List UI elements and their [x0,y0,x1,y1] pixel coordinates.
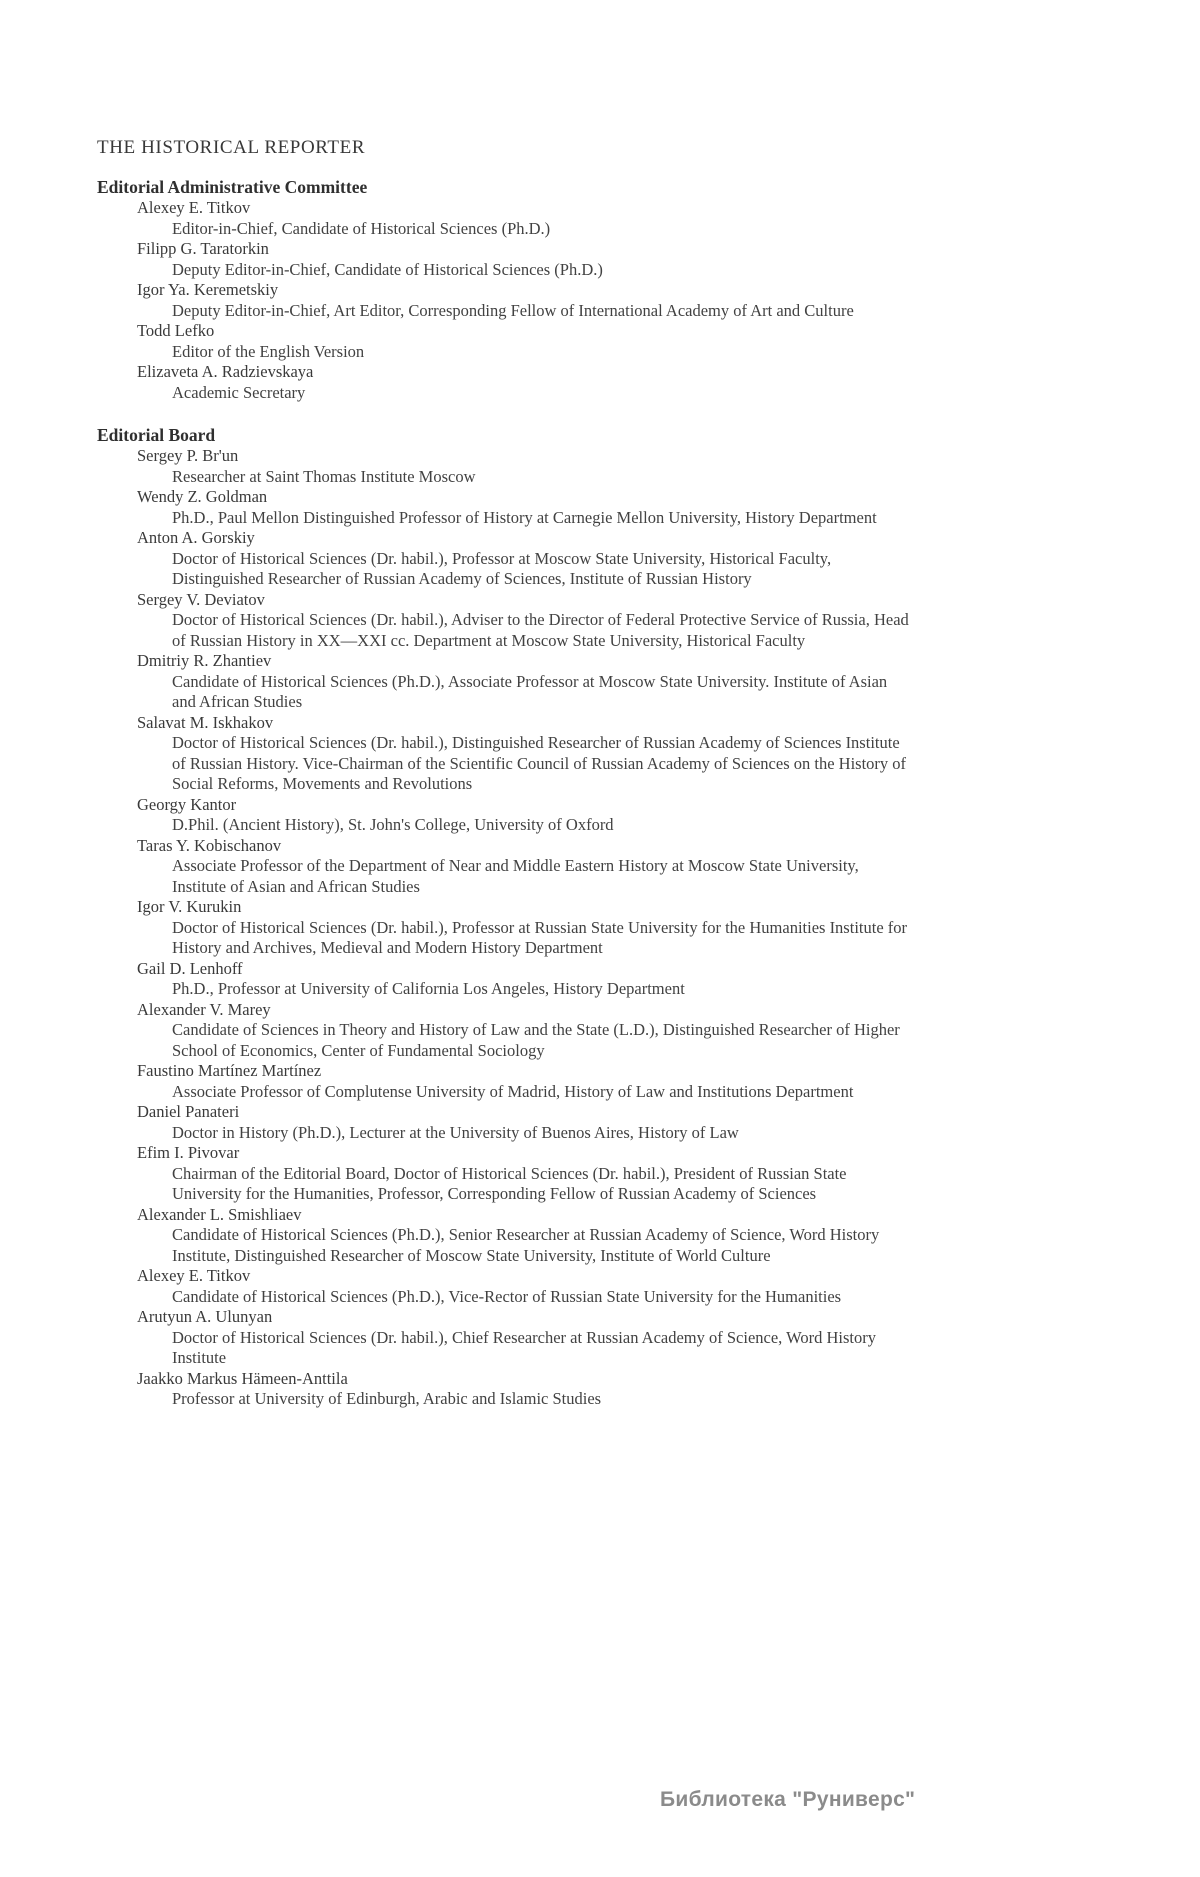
member-name: Efim I. Pivovar [137,1143,240,1162]
member-name: Igor Ya. Keremetskiy [137,280,279,299]
member-role: Candidate of Sciences in Theory and History of Law and the State (L.D.), Distinguished Researcher of Higher School of Economics, Center of Fundamental Sociology [172,1020,900,1060]
member-role: Deputy Editor-in-Chief, Candidate of Historical Sciences (Ph.D.) [172,259,603,279]
member-role: D.Phil. (Ancient History), St. John's College, University of Oxford [172,815,614,834]
member-entry [97,280,1200,321]
member-name: Gail D. Lenhoff [137,958,243,978]
member-name: Filipp G. Taratorkin [137,239,269,258]
section-editorial-administrative-committee [97,177,1200,403]
member-role: Doctor of Historical Sciences (Dr. habil.), Professor at Moscow State University, Historical Faculty, Distinguished Researcher of Russian Academy of Sciences, Institute of Russian History [172,548,832,588]
page-title: THE HISTORICAL REPORTER [97,137,366,158]
member-entry [97,1369,1200,1410]
member-role: Editor-in-Chief, Candidate of Historical Sciences (Ph.D.) [172,218,551,238]
member-entry [97,590,1200,652]
member-role: Doctor of Historical Sciences (Dr. habil.), Adviser to the Director of Federal Protective Service of Russia, Head of Russian History in XX—XXI cc. Department at Moscow State University, Historical Faculty [172,610,909,650]
member-role: Professor at University of Edinburgh, Arabic and Islamic Studies [172,1389,602,1408]
member-name: Faustino Martínez Martínez [137,1061,322,1080]
member-role: Doctor of Historical Sciences (Dr. habil.), Distinguished Researcher of Russian Academy of Sciences Institute of Russian History. Vice-Chairman of the Scientific Council of Russian Academy of Sciences on the History of Social Reforms, Movements and Revolutions [172,733,907,793]
section-heading: Editorial Administrative Committee [97,177,368,197]
member-name: Georgy Kantor [137,794,237,814]
member-entry [97,528,1200,590]
member-name: Alexander L. Smishliaev [137,1204,302,1224]
member-role: Doctor of Historical Sciences (Dr. habil.), Chief Researcher at Russian Academy of Science, Word History Institute [172,1327,876,1367]
member-name: Arutyun A. Ulunyan [137,1307,273,1326]
member-role: Ph.D., Paul Mellon Distinguished Professor of History at Carnegie Mellon University, History Department [172,507,877,527]
library-watermark: Библиотека "Руниверс" [660,1788,916,1811]
member-entry [97,1061,1200,1102]
member-role: Candidate of Historical Sciences (Ph.D.), Vice-Rector of Russian State University for the Humanities [172,1286,842,1306]
member-name: Taras Y. Kobischanov [137,835,282,855]
member-name: Sergey V. Deviatov [137,589,265,609]
sections-container [97,177,1200,1410]
member-role: Editor of the English Version [172,341,365,361]
member-role: Doctor in History (Ph.D.), Lecturer at the University of Buenos Aires, History of Law [172,1122,739,1142]
member-role: Candidate of Historical Sciences (Ph.D.), Associate Professor at Moscow State University. Institute of Asian and African Studies [172,671,888,711]
member-entry [97,836,1200,898]
member-name: Sergey P. Br'un [137,446,239,465]
member-entry [97,239,1200,280]
member-name: Alexander V. Marey [137,999,271,1019]
member-role: Researcher at Saint Thomas Institute Moscow [172,466,476,486]
member-name: Anton A. Gorskiy [137,528,255,547]
member-name: Todd Lefko [137,321,215,340]
member-entry [97,487,1200,528]
member-name: Igor V. Kurukin [137,897,242,916]
member-entry [97,1102,1200,1143]
member-role: Associate Professor of the Department of Near and Middle Eastern History at Moscow State University, Institute of Asian and African Studies [172,856,859,896]
member-role: Associate Professor of Complutense University of Madrid, History of Law and Institutions Department [172,1081,854,1101]
member-name: Alexey E. Titkov [137,198,251,217]
member-role: Doctor of Historical Sciences (Dr. habil.), Professor at Russian State University for the Humanities Institute for History and Archives, Medieval and Modern History Department [172,917,908,957]
member-name: Wendy Z. Goldman [137,487,268,506]
member-name: Elizaveta A. Radzievskaya [137,362,314,381]
member-entry [97,1266,1200,1307]
member-entry [97,198,1200,239]
member-entry [97,362,1200,403]
member-entry [97,321,1200,362]
member-role: Deputy Editor-in-Chief, Art Editor, Corresponding Fellow of International Academy of Art and Culture [172,300,854,320]
member-name: Daniel Panateri [137,1102,240,1121]
member-entry [97,1205,1200,1267]
member-name: Jaakko Markus Hämeen-Anttila [137,1368,348,1388]
member-name: Salavat M. Iskhakov [137,712,274,732]
member-role: Chairman of the Editorial Board, Doctor of Historical Sciences (Dr. habil.), President of Russian State University for the Humanities, Professor, Corresponding Fellow of Russian Academy of Sciences [172,1163,847,1203]
member-entry [97,1143,1200,1205]
member-name: Alexey E. Titkov [137,1266,251,1285]
member-entry [97,959,1200,1000]
member-entry [97,713,1200,795]
section-editorial-board [97,425,1200,1410]
section-heading: Editorial Board [97,425,216,445]
member-role: Candidate of Historical Sciences (Ph.D.), Senior Researcher at Russian Academy of Science, Word History Institute, Distinguished Researcher of Moscow State University, Institute of World Culture [172,1225,880,1265]
member-role: Ph.D., Professor at University of California Los Angeles, History Department [172,979,685,998]
member-entry [97,1307,1200,1369]
member-entry [97,446,1200,487]
member-entry [97,897,1200,959]
member-entry [97,1000,1200,1062]
member-name: Dmitriy R. Zhantiev [137,651,272,670]
member-entry [97,651,1200,713]
member-role: Academic Secretary [172,382,306,402]
member-entry [97,795,1200,836]
